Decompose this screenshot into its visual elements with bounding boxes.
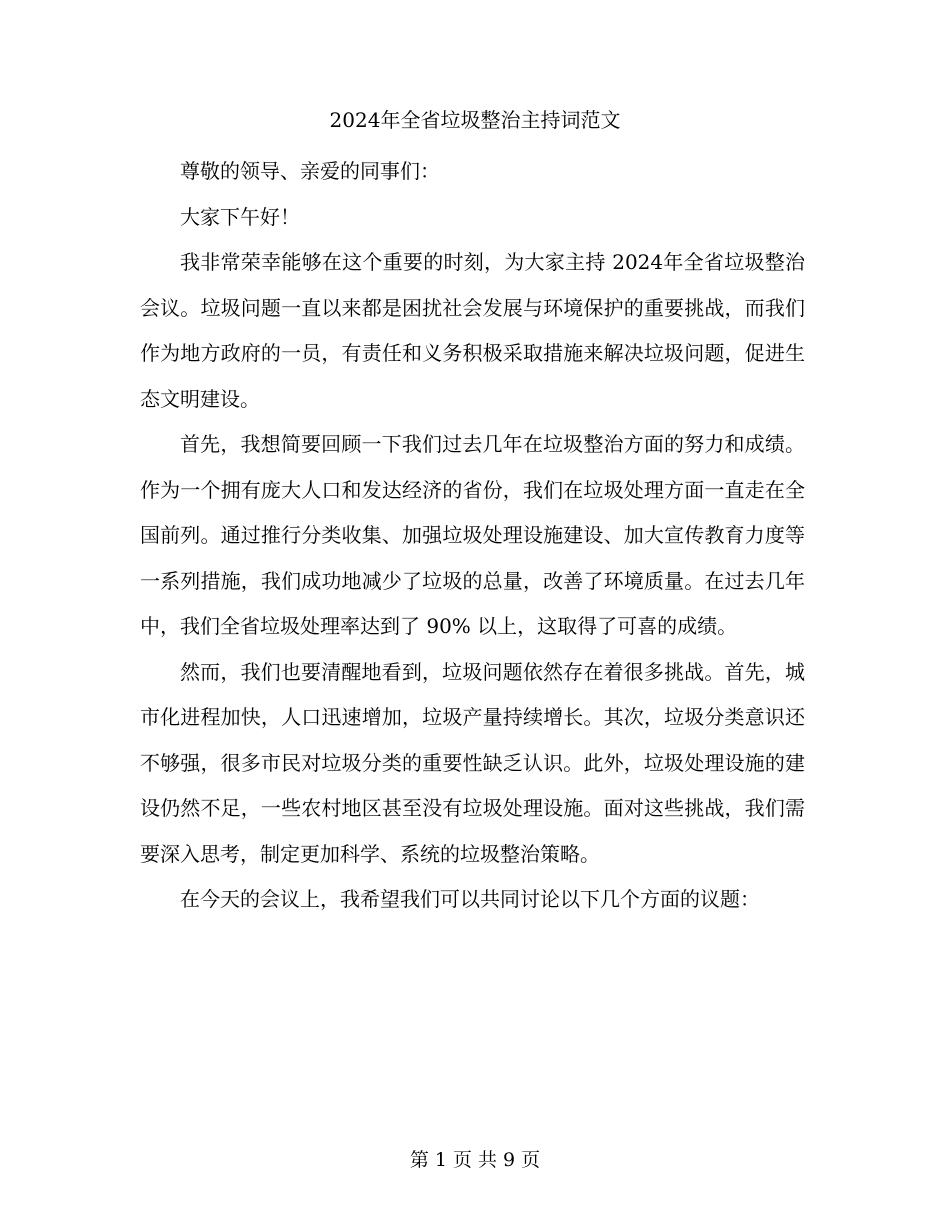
paragraph-greeting: 大家下午好！ bbox=[180, 204, 300, 229]
paragraph-salutation: 尊敬的领导、亲爱的同事们： bbox=[180, 159, 440, 183]
paragraph-introduction: 我非常荣幸能够在这个重要的时刻，为大家主持 2024年全省垃圾整治会议。垃圾问题一直以来都是困扰社会发展与环境保护的重要挑战，而我们作为地方政府的一员，有责任和义务积极采取措施来解决垃圾问题，促进生态文明建设。 bbox=[140, 250, 805, 411]
paragraph-challenges: 然而，我们也要清醒地看到，垃圾问题依然存在着很多挑战。首先，城市化进程加快，人口迅速增加，垃圾产量持续增长。其次，垃圾分类意识还不够强，很多市民对垃圾分类的重要性缺乏认识。此外，垃圾处理设施的建设仍然不足，一些农村地区甚至没有垃圾处理设施。面对这些挑战，我们需要深入思考，制定更加科学、系统的垃圾整治策略。 bbox=[140, 659, 805, 866]
paragraph-review: 首先，我想简要回顾一下我们过去几年在垃圾整治方面的努力和成绩。作为一个拥有庞大人口和发达经济的省份，我们在垃圾处理方面一直走在全国前列。通过推行分类收集、加强垃圾处理设施建设、加大宣传教育力度等一系列措施，我们成功地减少了垃圾的总量，改善了环境质量。在过去几年中，我们全省垃圾处理率达到了 90% 以上，这取得了可喜的成绩。 bbox=[140, 432, 805, 638]
document-title: 2024年全省垃圾整治主持词范文 bbox=[329, 108, 621, 132]
document-body bbox=[140, 149, 805, 923]
paragraph-agenda: 在今天的会议上，我希望我们可以共同讨论以下几个方面的议题： bbox=[180, 887, 760, 911]
page-number-footer: 第 1 页 共 9 页 bbox=[409, 1149, 541, 1171]
